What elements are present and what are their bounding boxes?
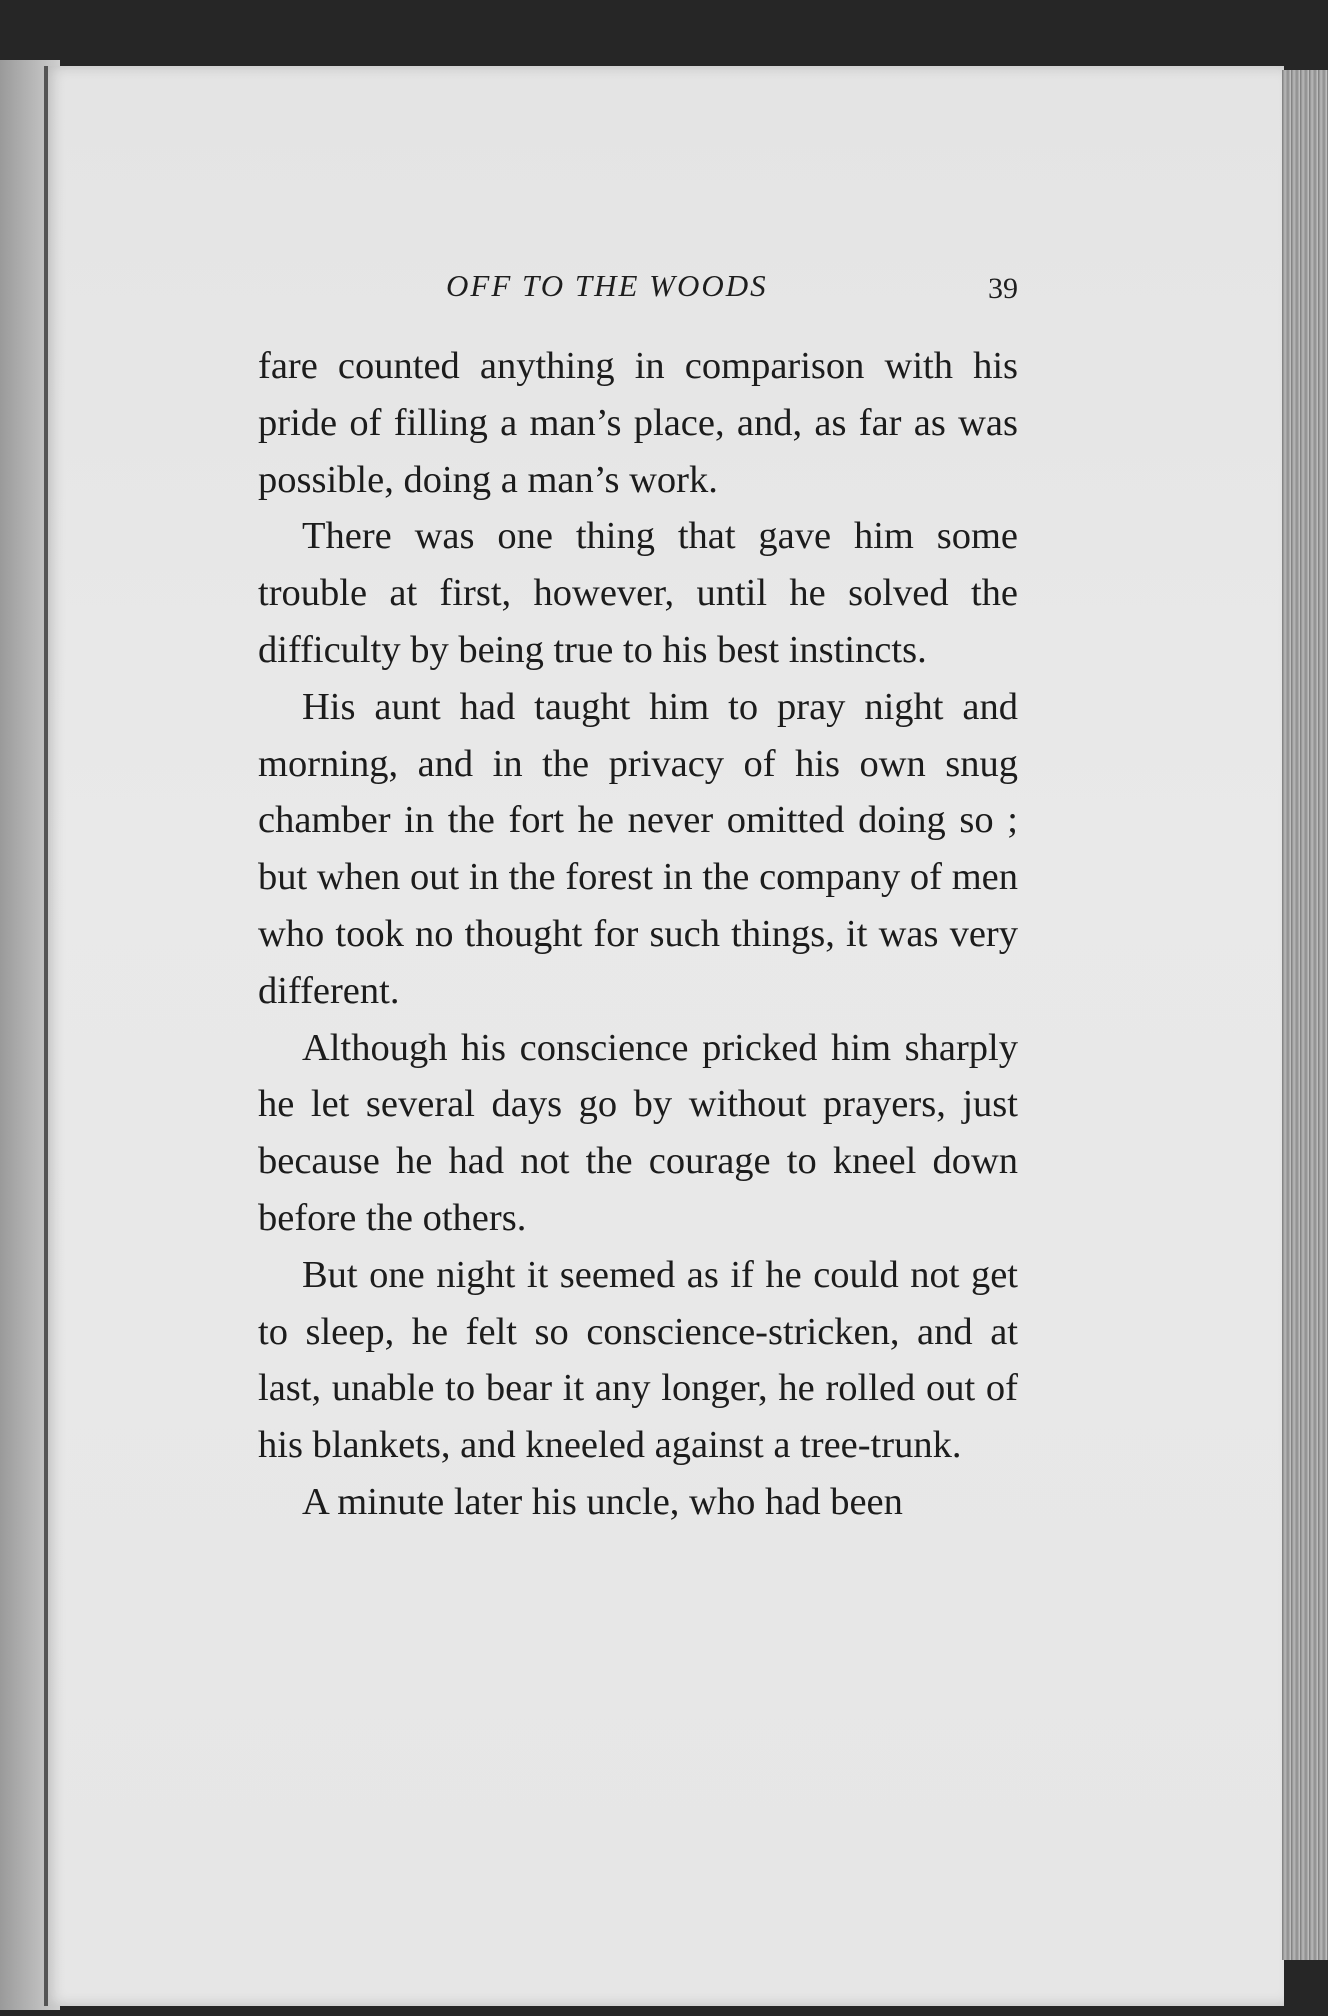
paragraph: But one night it seemed as if he could not get to sleep, he felt so conscience-stricken, and at last, unable to bear it any longer, he rolled out of his blankets, and kneeled against a tree-trunk. (258, 1253, 1018, 1467)
page-edges (1282, 70, 1328, 1960)
paragraph: fare counted anything in comparison with his pride of filling a man’s place, and, as far as was possible, doing a man’s work. (258, 345, 1018, 501)
paragraph: There was one thing that gave him some trouble at first, however, until he solved the difficulty by being true to his best instincts. (258, 515, 1018, 671)
paragraph: His aunt had taught him to pray night and morning, and in the privacy of his own snug chamber in the fort he never omitted doing so ; but when out in the forest in the company of men who took no thought for such things, it was very different. (258, 685, 1018, 1012)
paragraph: A minute later his uncle, who had been (302, 1480, 903, 1523)
paragraph: Although his conscience pricked him sharply he let several days go by without prayers, just because he had not the courage to kneel down before the others. (258, 1026, 1018, 1239)
gutter-line (44, 66, 48, 2006)
running-head: OFF TO THE WOODS (446, 268, 768, 303)
body-text (258, 338, 1018, 1531)
page-number: 39 (988, 272, 1018, 305)
page-header (258, 262, 1018, 312)
